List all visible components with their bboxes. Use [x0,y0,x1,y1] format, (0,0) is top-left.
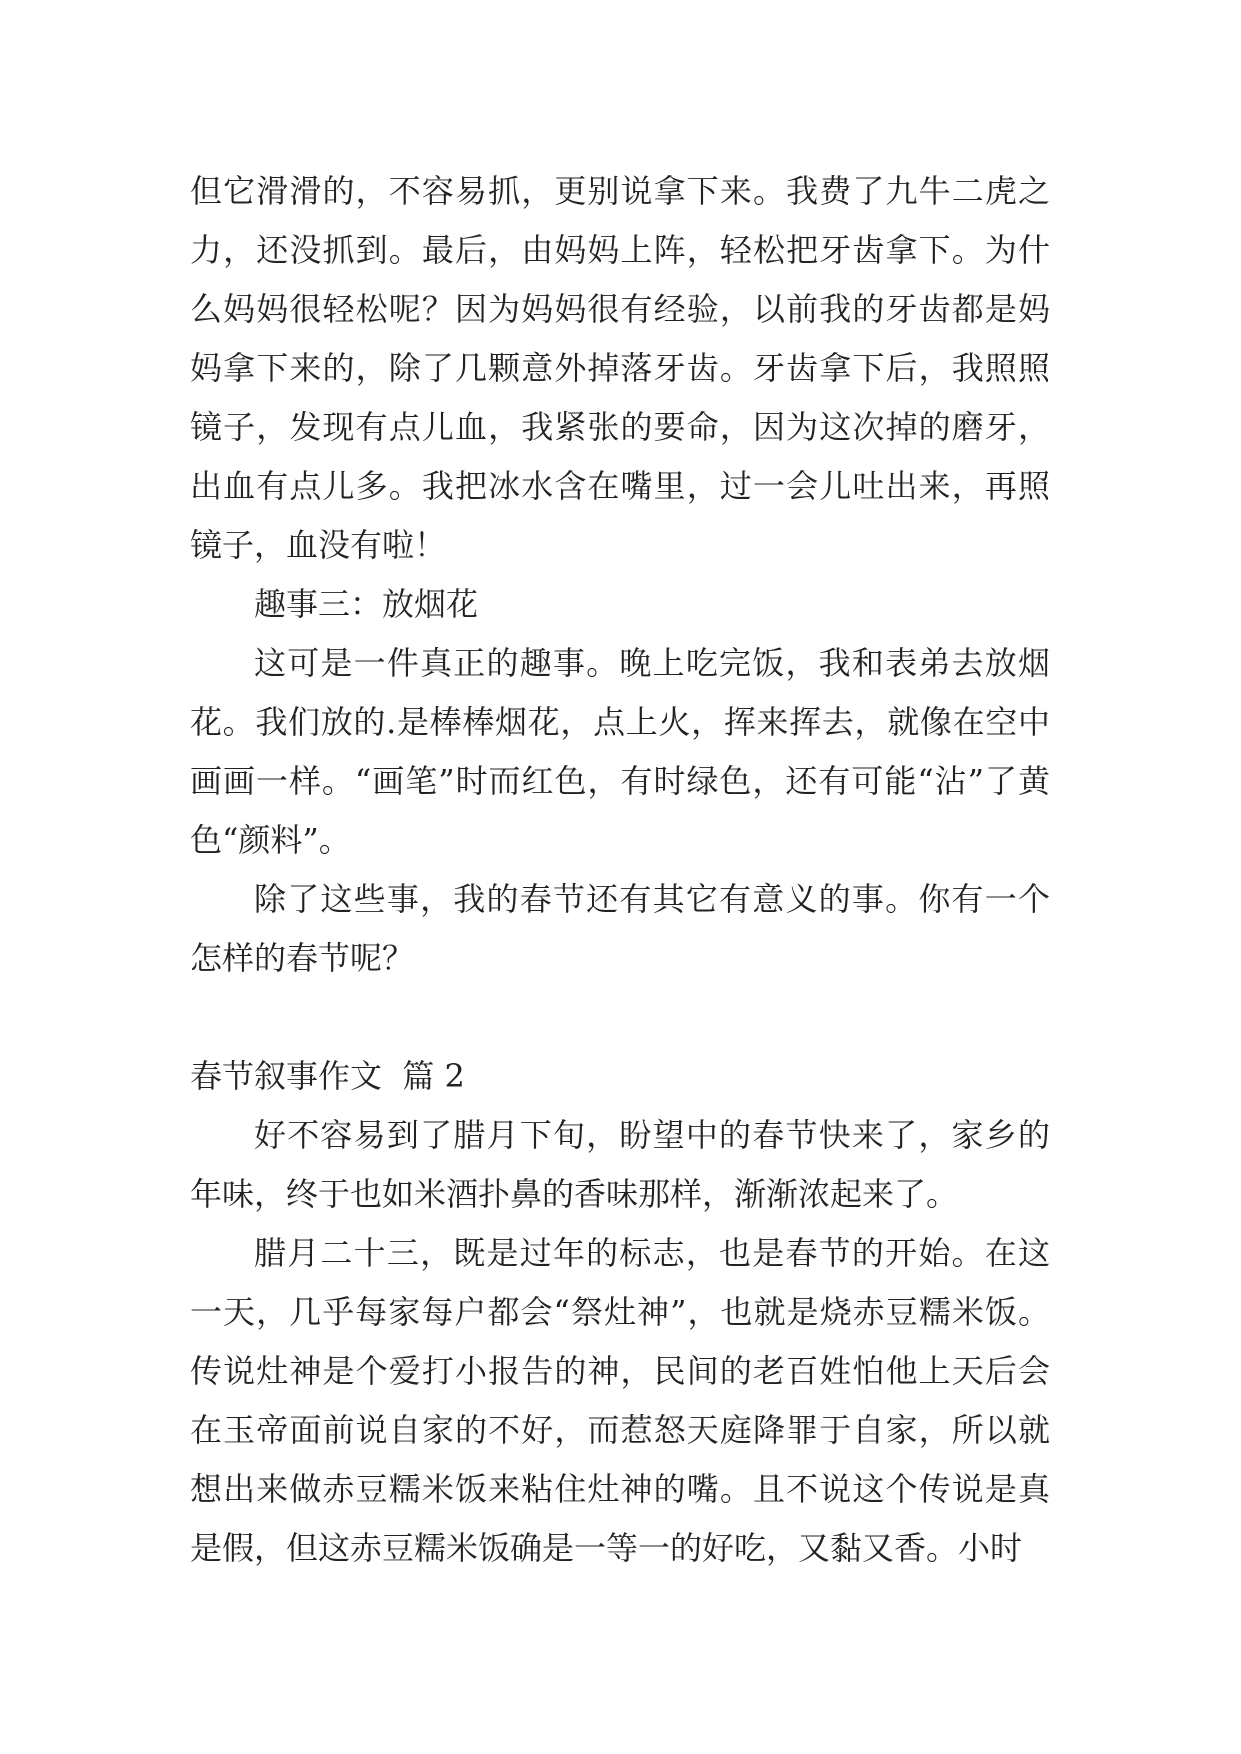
paragraph: 好不容易到了腊月下旬，盼望中的春节快来了，家乡的年味，终于也如米酒扑鼻的香味那样，渐渐浓起来了。 [190,1116,1050,1213]
paragraph: 但它滑滑的，不容易抓，更别说拿下来。我费了九牛二虎之力，还没抓到。最后，由妈妈上阵，轻松把牙齿拿下。为什么妈妈很轻松呢？因为妈妈很有经验，以前我的牙齿都是妈妈拿下来的，除了几颗意外掉落牙齿。牙齿拿下后，我照照镜子，发现有点儿血，我紧张的要命，因为这次掉的磨牙，出血有点儿多。我把冰水含在嘴里，过一会儿吐出来，再照镜子，血没有啦！ [190,172,1050,564]
paragraph: 除了这些事，我的春节还有其它有意义的事。你有一个怎样的春节呢？ [190,880,1050,977]
paragraph: 腊月二十三，既是过年的标志，也是春节的开始。在这一天，几乎每家每户都会“祭灶神”，也就是烧赤豆糯米饭。传说灶神是个爱打小报告的神，民间的老百姓怕他上天后会在玉帝面前说自家的不好，而惹怒天庭降罪于自家，所以就想出来做赤豆糯米饭来粘住灶神的嘴。且不说这个传说是真是假，但这赤豆糯米饭确是一等一的好吃，又黏又香。小时 [190,1234,1050,1567]
subheading-fun-thing-three: 趣事三：放烟花 [254,585,479,623]
paragraph: 这可是一件真正的趣事。晚上吃完饭，我和表弟去放烟花。我们放的.是棒棒烟花，点上火，挥来挥去，就像在空中画画一样。“画笔”时而红色，有时绿色，还有可能“沾”了黄色“颜料”。 [190,644,1050,859]
document-body [190,162,1050,1578]
section-title: 春节叙事作文 篇 2 [190,1057,465,1095]
